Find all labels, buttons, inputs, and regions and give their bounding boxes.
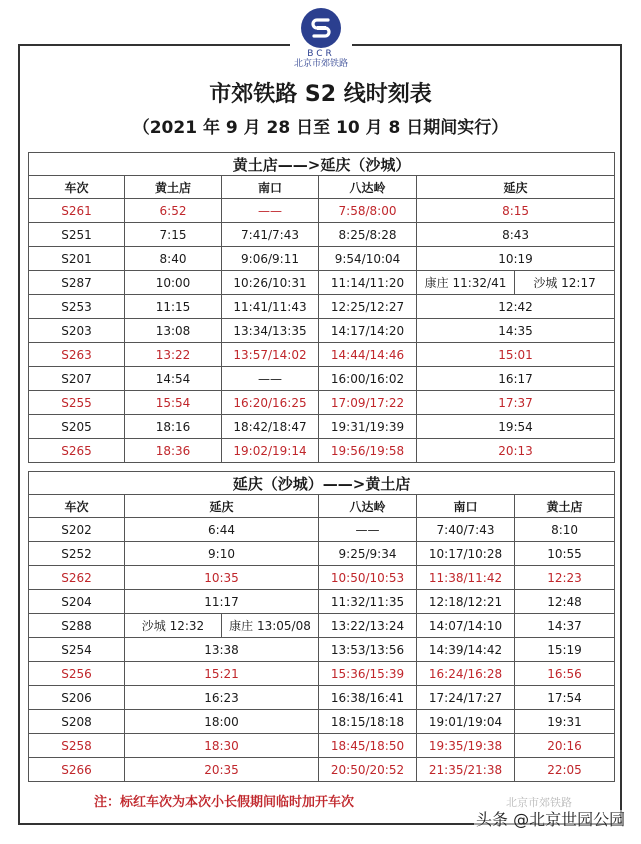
- table-row: [29, 758, 615, 782]
- time-yanqing: 12:42: [417, 295, 615, 319]
- table-row: [29, 343, 615, 367]
- time-badaling: 20:50/20:52: [319, 758, 417, 782]
- table-row: [29, 566, 615, 590]
- time-badaling: 16:38/16:41: [319, 686, 417, 710]
- table-row: [29, 295, 615, 319]
- time-huangtudian: 11:15: [125, 295, 222, 319]
- train-number: S204: [29, 590, 125, 614]
- col-header-huangtudian: 黄土店: [515, 495, 615, 518]
- time-nankou: 7:41/7:43: [222, 223, 319, 247]
- table-row: [29, 590, 615, 614]
- time-huangtudian: 14:37: [515, 614, 615, 638]
- time-yanqing: 6:44: [125, 518, 319, 542]
- col-header-train: 车次: [29, 176, 125, 199]
- time-yanqing: 15:01: [417, 343, 615, 367]
- table-row: [29, 391, 615, 415]
- time-badaling: 19:56/19:58: [319, 439, 417, 463]
- time-badaling: 15:36/15:39: [319, 662, 417, 686]
- time-nankou: 14:07/14:10: [417, 614, 515, 638]
- time-shacheng: 沙城 12:32: [125, 614, 222, 638]
- time-badaling: 16:00/16:02: [319, 367, 417, 391]
- time-yanqing: 17:37: [417, 391, 615, 415]
- table-row: [29, 367, 615, 391]
- train-number: S203: [29, 319, 125, 343]
- train-number: S258: [29, 734, 125, 758]
- time-badaling: 18:15/18:18: [319, 710, 417, 734]
- time-yanqing: 15:21: [125, 662, 319, 686]
- train-number: S265: [29, 439, 125, 463]
- table-row: [29, 199, 615, 223]
- time-yanqing: 10:19: [417, 247, 615, 271]
- time-nankou: 14:39/14:42: [417, 638, 515, 662]
- time-huangtudian: 22:05: [515, 758, 615, 782]
- time-nankou: 16:20/16:25: [222, 391, 319, 415]
- train-number: S205: [29, 415, 125, 439]
- time-badaling: 14:44/14:46: [319, 343, 417, 367]
- time-huangtudian: 7:15: [125, 223, 222, 247]
- time-badaling: 9:25/9:34: [319, 542, 417, 566]
- col-header-badaling: 八达岭: [319, 495, 417, 518]
- time-nankou: 19:35/19:38: [417, 734, 515, 758]
- time-yanqing: 14:35: [417, 319, 615, 343]
- time-nankou: 12:18/12:21: [417, 590, 515, 614]
- table-row: [29, 686, 615, 710]
- train-number: S252: [29, 542, 125, 566]
- time-nankou: 19:02/19:14: [222, 439, 319, 463]
- time-badaling: 17:09/17:22: [319, 391, 417, 415]
- train-number: S263: [29, 343, 125, 367]
- time-huangtudian: 20:16: [515, 734, 615, 758]
- col-header-badaling: 八达岭: [319, 176, 417, 199]
- col-header-yanqing: 延庆: [125, 495, 319, 518]
- time-nankou: 10:26/10:31: [222, 271, 319, 295]
- time-yanqing: 11:17: [125, 590, 319, 614]
- train-number: S262: [29, 566, 125, 590]
- train-number: S208: [29, 710, 125, 734]
- col-header-huangtudian: 黄土店: [125, 176, 222, 199]
- time-yanqing: 16:17: [417, 367, 615, 391]
- time-yanqing: 18:00: [125, 710, 319, 734]
- time-yanqing: 8:15: [417, 199, 615, 223]
- time-nankou: 10:17/10:28: [417, 542, 515, 566]
- bcr-logo-icon: [301, 8, 341, 48]
- red-train-note: 注：标红车次为本次小长假期间临时加开车次: [94, 795, 355, 810]
- table-row: [29, 439, 615, 463]
- time-badaling: 18:45/18:50: [319, 734, 417, 758]
- time-yanqing: 20:13: [417, 439, 615, 463]
- inbound-heading: 延庆（沙城）——>黄土店: [29, 472, 615, 495]
- time-badaling: 19:31/19:39: [319, 415, 417, 439]
- table-row: [29, 223, 615, 247]
- time-huangtudian: 15:54: [125, 391, 222, 415]
- time-huangtudian: 15:19: [515, 638, 615, 662]
- time-yanqing: 19:54: [417, 415, 615, 439]
- time-yanqing: 8:43: [417, 223, 615, 247]
- table-row: [29, 542, 615, 566]
- time-nankou: 11:38/11:42: [417, 566, 515, 590]
- table-row: [29, 710, 615, 734]
- time-huangtudian: 12:48: [515, 590, 615, 614]
- time-huangtudian: 10:00: [125, 271, 222, 295]
- train-number: S253: [29, 295, 125, 319]
- time-huangtudian: 19:31: [515, 710, 615, 734]
- outbound-heading: 黄土店——>延庆（沙城）: [29, 153, 615, 176]
- time-badaling: 10:50/10:53: [319, 566, 417, 590]
- train-number: S206: [29, 686, 125, 710]
- wechat-watermark: 北京市郊铁路: [506, 796, 572, 809]
- time-nankou: 11:41/11:43: [222, 295, 319, 319]
- logo-abbreviation: BCR: [307, 49, 335, 59]
- time-huangtudian: 8:40: [125, 247, 222, 271]
- col-header-yanqing: 延庆: [417, 176, 615, 199]
- col-header-train: 车次: [29, 495, 125, 518]
- time-huangtudian: 17:54: [515, 686, 615, 710]
- table-row: [29, 734, 615, 758]
- timetable-inbound: [28, 471, 615, 782]
- time-badaling: 11:14/11:20: [319, 271, 417, 295]
- time-nankou: ——: [222, 199, 319, 223]
- time-badaling: 9:54/10:04: [319, 247, 417, 271]
- time-kangzhuang: 康庄 11:32/41: [417, 271, 515, 295]
- time-nankou: 19:01/19:04: [417, 710, 515, 734]
- time-huangtudian: 18:16: [125, 415, 222, 439]
- col-header-nankou: 南口: [417, 495, 515, 518]
- train-number: S266: [29, 758, 125, 782]
- train-number: S288: [29, 614, 125, 638]
- time-nankou: 16:24/16:28: [417, 662, 515, 686]
- time-nankou: 21:35/21:38: [417, 758, 515, 782]
- time-huangtudian: 13:08: [125, 319, 222, 343]
- train-number: S261: [29, 199, 125, 223]
- time-badaling: 13:22/13:24: [319, 614, 417, 638]
- time-nankou: ——: [222, 367, 319, 391]
- toutiao-watermark: 头条 @北京世园公园: [476, 810, 626, 829]
- time-badaling: 7:58/8:00: [319, 199, 417, 223]
- time-huangtudian: 16:56: [515, 662, 615, 686]
- table-row: [29, 271, 615, 295]
- time-huangtudian: 10:55: [515, 542, 615, 566]
- train-number: S207: [29, 367, 125, 391]
- time-nankou: 13:57/14:02: [222, 343, 319, 367]
- time-nankou: 17:24/17:27: [417, 686, 515, 710]
- table-row: [29, 614, 615, 638]
- time-badaling: ——: [319, 518, 417, 542]
- time-huangtudian: 18:36: [125, 439, 222, 463]
- time-nankou: 13:34/13:35: [222, 319, 319, 343]
- time-badaling: 11:32/11:35: [319, 590, 417, 614]
- train-number: S202: [29, 518, 125, 542]
- logo-name: 北京市郊铁路: [293, 59, 348, 69]
- page-title: 市郊铁路 S2 线时刻表: [209, 82, 432, 107]
- train-number: S287: [29, 271, 125, 295]
- table-row: [29, 415, 615, 439]
- bcr-logo: [290, 8, 352, 78]
- time-huangtudian: 12:23: [515, 566, 615, 590]
- time-badaling: 13:53/13:56: [319, 638, 417, 662]
- time-kangzhuang: 康庄 13:05/08: [222, 614, 319, 638]
- time-huangtudian: 14:54: [125, 367, 222, 391]
- time-yanqing: 18:30: [125, 734, 319, 758]
- train-number: S255: [29, 391, 125, 415]
- table-row: [29, 319, 615, 343]
- train-number: S201: [29, 247, 125, 271]
- train-number: S251: [29, 223, 125, 247]
- time-nankou: 7:40/7:43: [417, 518, 515, 542]
- time-badaling: 12:25/12:27: [319, 295, 417, 319]
- time-huangtudian: 13:22: [125, 343, 222, 367]
- time-yanqing: 16:23: [125, 686, 319, 710]
- time-badaling: 14:17/14:20: [319, 319, 417, 343]
- timetable-outbound: [28, 152, 615, 463]
- time-nankou: 18:42/18:47: [222, 415, 319, 439]
- time-huangtudian: 6:52: [125, 199, 222, 223]
- time-nankou: 9:06/9:11: [222, 247, 319, 271]
- time-huangtudian: 8:10: [515, 518, 615, 542]
- time-badaling: 8:25/8:28: [319, 223, 417, 247]
- time-shacheng: 沙城 12:17: [515, 271, 615, 295]
- time-yanqing: 13:38: [125, 638, 319, 662]
- table-row: [29, 518, 615, 542]
- train-number: S256: [29, 662, 125, 686]
- page-subtitle: （2021 年 9 月 28 日至 10 月 8 日期间实行）: [132, 118, 509, 138]
- table-row: [29, 247, 615, 271]
- train-number: S254: [29, 638, 125, 662]
- time-yanqing: 9:10: [125, 542, 319, 566]
- table-row: [29, 638, 615, 662]
- time-yanqing: 20:35: [125, 758, 319, 782]
- table-row: [29, 662, 615, 686]
- time-yanqing: 10:35: [125, 566, 319, 590]
- col-header-nankou: 南口: [222, 176, 319, 199]
